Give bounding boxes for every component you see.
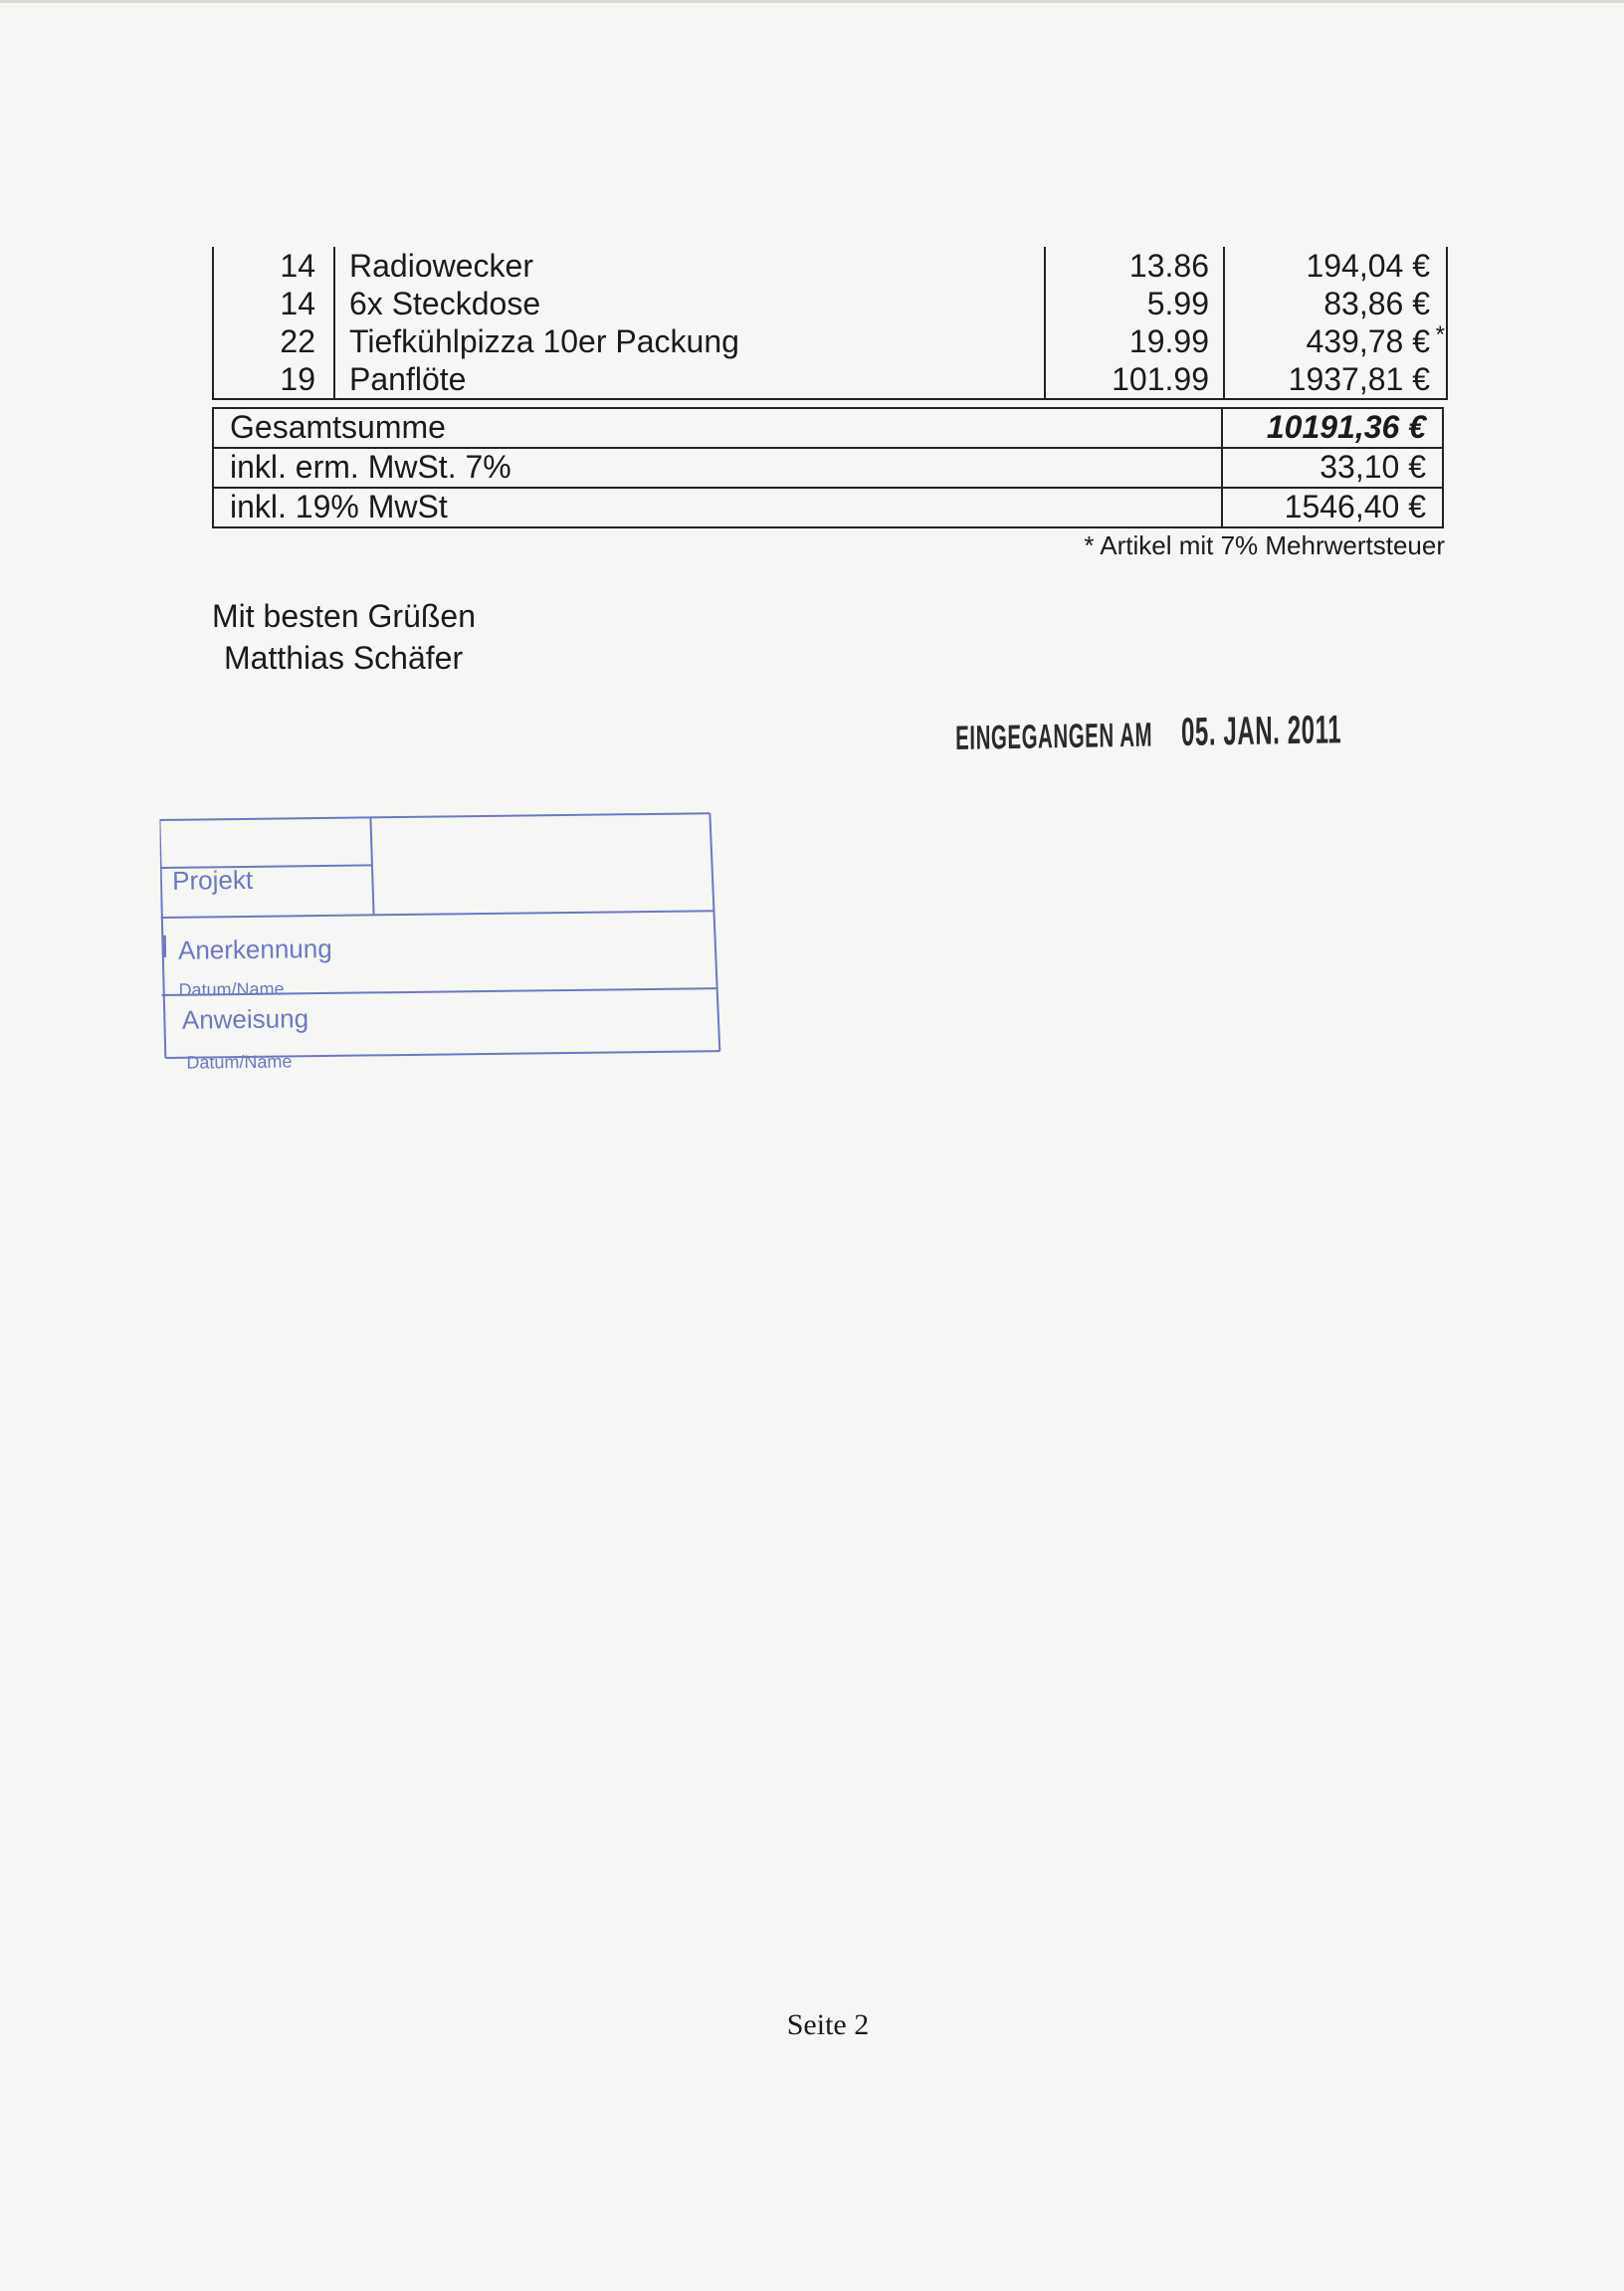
stamp-anerkennung-label: Anerkennung (177, 933, 332, 965)
line-total-cell (1225, 322, 1446, 360)
stamp-anweisung-label: Anweisung (181, 1003, 309, 1035)
unit-price-cell: 101.99 (1046, 360, 1225, 398)
vat-marker: * (1435, 321, 1445, 348)
quantity-cell: 22 (214, 322, 335, 360)
grand-total-row (214, 409, 1442, 447)
description-cell: 6x Steckdose (335, 285, 1046, 322)
totals-table (212, 407, 1444, 528)
received-stamp-label: EINGEGANGEN AM (955, 716, 1153, 757)
table-row (214, 360, 1446, 398)
grand-total-label: Gesamtsumme (214, 409, 1223, 447)
received-stamp-date: 05. JAN. 2011 (1180, 708, 1342, 755)
unit-price-cell: 13.86 (1046, 247, 1225, 285)
line-total-value: 1937,81 € (1288, 361, 1430, 397)
table-row (214, 285, 1446, 322)
page-edge (0, 0, 1624, 3)
signer-name: Matthias Schäfer (224, 640, 464, 676)
line-total-cell (1225, 247, 1446, 285)
description-cell: Radiowecker (335, 247, 1046, 285)
standard-vat-label: inkl. 19% MwSt (214, 489, 1223, 526)
table-row (214, 247, 1446, 285)
line-total-cell (1225, 360, 1446, 398)
table-row (214, 322, 1446, 360)
reduced-vat-row (214, 447, 1442, 487)
standard-vat-value: 1546,40 € (1284, 489, 1426, 524)
routing-stamp (159, 779, 730, 1085)
line-items-table (212, 247, 1448, 400)
description-cell: Tiefkühlpizza 10er Packung (335, 322, 1046, 360)
routing-stamp-frame (159, 779, 730, 1085)
closing (212, 595, 476, 679)
grand-total-value: 10191,36 € (1266, 409, 1426, 445)
stamp-datum-name-label-2: Datum/Name (186, 1051, 293, 1073)
standard-vat-row (214, 487, 1442, 526)
page-number: Seite 2 (786, 2008, 870, 2041)
quantity-cell: 14 (214, 247, 335, 285)
stamp-datum-name-label: Datum/Name (178, 978, 285, 1000)
description-cell: Panflöte (335, 360, 1046, 398)
reduced-vat-value: 33,10 € (1320, 449, 1426, 485)
line-total-value: 194,04 € (1306, 248, 1430, 284)
greeting: Mit besten Grüßen (212, 598, 476, 634)
line-total-value: 83,86 € (1323, 286, 1430, 321)
unit-price-cell: 5.99 (1046, 285, 1225, 322)
line-total-cell (1225, 285, 1446, 322)
reduced-vat-label: inkl. erm. MwSt. 7% (214, 449, 1223, 487)
quantity-cell: 14 (214, 285, 335, 322)
vat-footnote: * Artikel mit 7% Mehrwertsteuer (1084, 530, 1445, 560)
line-total-value: 439,78 € (1306, 323, 1430, 359)
quantity-cell: 19 (214, 360, 335, 398)
received-stamp (955, 708, 1341, 759)
stamp-projekt-label: Projekt (171, 864, 254, 896)
unit-price-cell: 19.99 (1046, 322, 1225, 360)
